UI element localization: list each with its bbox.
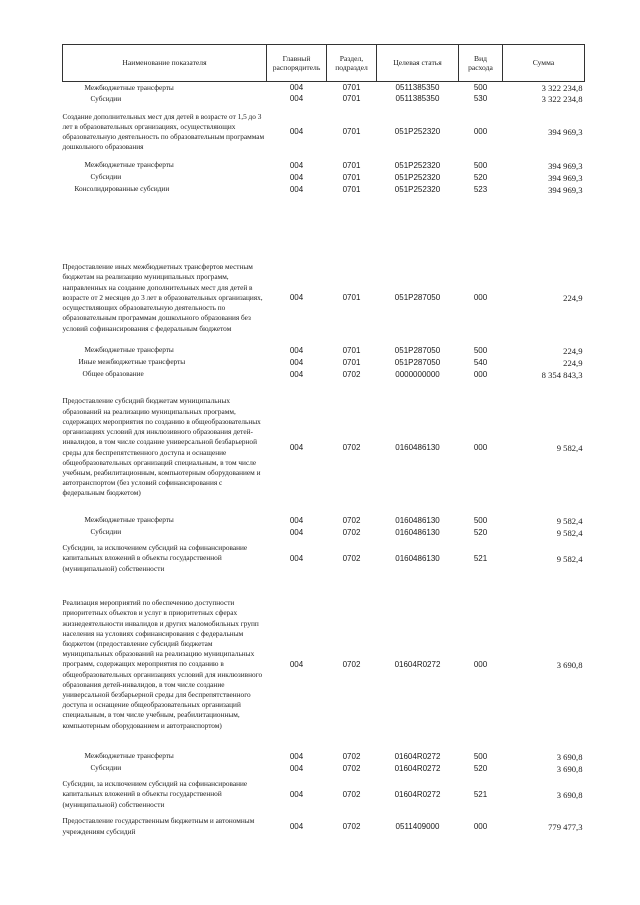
section-cell: 0702	[342, 515, 361, 525]
amount-cell: 3 322 234,8	[541, 94, 583, 104]
amount-cell: 394 969,3	[548, 172, 583, 183]
target-item-cell: 051P252320	[394, 127, 441, 136]
target-item-cell: 01604R0272	[394, 763, 441, 773]
main-manager-cell: 004	[289, 82, 304, 92]
indicator-name-cell: Консолидированные субсидии	[74, 184, 170, 194]
section-cell: 0702	[342, 369, 361, 379]
section-cell: 0702	[342, 751, 361, 761]
expense-type-cell	[459, 196, 503, 252]
header-indicator-name: Наименование показателя	[63, 45, 267, 82]
section-cell: 0701	[342, 293, 361, 302]
indicator-name-cell: Субсидии, за исключением субсидий на софинансирование капитальных вложений в объекты государственной (муниципальной) собственности	[62, 779, 248, 809]
expense-type-cell: 520	[473, 527, 488, 537]
header-amount: Сумма	[503, 45, 585, 82]
main-manager-cell: 004	[289, 442, 304, 452]
main-manager-cell: 004	[289, 527, 304, 537]
amount-cell: 9 582,4	[556, 553, 583, 564]
expense-type-cell: 500	[473, 160, 488, 170]
section-cell: 0701	[342, 345, 361, 355]
table-row	[63, 172, 585, 184]
main-manager-cell: 004	[289, 127, 304, 136]
expense-type-cell: 500	[473, 345, 488, 355]
main-manager-cell: 004	[289, 553, 304, 563]
indicator-name-cell: Предоставление субсидий бюджетам муниципальных образований на реализацию муниципальных программ, содержащих мероприятия по созданию в общеобразовательных организациях условий для инклюзивного образования детей-инвалидов, в том числе создание универсальной безбарьерной среды для беспрепятственного доступа и оснащение общеобразовательных организаций специальным, в том числе учебным, реабилитационным, компьютерным оборудованием и автотранспортом (без условий софинансирования с федеральным бюджетом)	[62, 396, 261, 498]
main-manager-cell: 004	[289, 369, 304, 379]
section-cell: 0701	[342, 127, 361, 136]
target-item-cell: 051P287050	[394, 345, 441, 355]
header-target-item: Целевая статья	[377, 45, 459, 82]
expense-type-cell: 521	[473, 553, 488, 563]
amount-cell: 9 582,4	[556, 515, 583, 526]
section-cell: 0702	[342, 553, 361, 563]
amount-cell: 394 969,3	[548, 127, 583, 137]
table-row	[63, 381, 585, 515]
target-item-cell: 0000000000	[395, 369, 440, 379]
amount-cell: 779 477,3	[548, 821, 583, 832]
table-row	[63, 527, 585, 539]
main-manager-cell: 004	[289, 515, 304, 525]
target-item-cell: 01604R0272	[394, 659, 441, 669]
table-row	[63, 539, 585, 579]
section-cell: 0701	[342, 172, 361, 182]
target-item-cell: 0511385350	[395, 94, 440, 103]
amount-cell: 394 969,3	[548, 184, 583, 195]
amount-cell: 8 354 843,3	[541, 369, 583, 380]
indicator-name-cell: Субсидии	[90, 527, 122, 537]
indicator-name-cell: Общее образование	[82, 369, 144, 379]
section-cell: 0702	[342, 442, 361, 452]
amount-cell: 224,9	[563, 345, 583, 356]
amount-cell: 3 322 234,8	[541, 82, 583, 93]
target-item-cell: 0160486130	[395, 515, 440, 525]
table-row	[63, 751, 585, 763]
indicator-name-cell: Межбюджетные трансферты	[84, 751, 174, 761]
amount-cell: 9 582,4	[556, 442, 583, 453]
target-item-cell: 0160486130	[395, 527, 440, 537]
main-manager-cell: 004	[289, 659, 304, 669]
expense-type-cell: 540	[473, 357, 488, 367]
section-cell: 0701	[342, 184, 361, 194]
indicator-name-cell: Межбюджетные трансферты	[84, 345, 174, 355]
indicator-name-cell: Субсидии	[90, 93, 122, 103]
table-row	[63, 105, 585, 160]
main-manager-cell: 004	[289, 293, 304, 302]
target-item-cell: 051P252320	[394, 184, 441, 194]
section-cell: 0701	[342, 357, 361, 367]
section-cell: 0702	[342, 821, 361, 831]
table-body	[63, 82, 585, 839]
header-expense-type: Вид расхода	[459, 45, 503, 82]
expense-type-cell: 523	[473, 184, 488, 194]
table-header	[63, 45, 585, 82]
indicator-name-cell: Субсидии	[90, 763, 122, 773]
table-row	[63, 815, 585, 839]
expense-type-cell: 500	[473, 751, 488, 761]
main-manager-cell	[267, 196, 327, 252]
section-cell: 0702	[342, 789, 361, 799]
expense-type-cell: 521	[473, 789, 488, 799]
indicator-name-cell: Создание дополнительных мест для детей в возрасте от 1,5 до 3 лет в образовательных организациях, осуществляющих образовательную деятельность по образовательным программам дошкольного образования	[62, 111, 265, 152]
indicator-name-cell: Предоставление государственным бюджетным и автономным учреждениям субсидий	[62, 816, 255, 836]
target-item-cell	[377, 196, 459, 252]
main-manager-cell: 004	[289, 751, 304, 761]
expense-type-cell: 000	[473, 369, 488, 379]
target-item-cell: 01604R0272	[394, 789, 441, 799]
target-item-cell: 0160486130	[395, 442, 440, 452]
table-row	[63, 515, 585, 527]
expense-type-cell: 000	[473, 821, 488, 831]
header-main-manager: Главный распорядитель	[267, 45, 327, 82]
expense-type-cell: 000	[473, 293, 488, 302]
indicator-name-cell: Иные межбюджетные трансферты	[78, 357, 186, 367]
indicator-name-cell: Межбюджетные трансферты	[84, 82, 174, 92]
main-manager-cell: 004	[289, 763, 304, 773]
main-manager-cell: 004	[289, 821, 304, 831]
main-manager-cell: 004	[289, 345, 304, 355]
expense-type-cell: 500	[473, 82, 488, 92]
section-cell	[327, 196, 377, 252]
target-item-cell: 051P252320	[394, 172, 441, 182]
table-row	[63, 357, 585, 369]
table-row	[63, 579, 585, 751]
expense-type-cell: 520	[473, 763, 488, 773]
main-manager-cell: 004	[289, 160, 304, 170]
indicator-name-cell: Субсидии, за исключением субсидий на софинансирование капитальных вложений в объекты государственной (муниципальной) собственности	[62, 543, 248, 573]
target-item-cell: 0511409000	[395, 821, 440, 831]
table-row	[63, 369, 585, 381]
section-cell: 0701	[342, 94, 361, 103]
main-manager-cell: 004	[289, 789, 304, 799]
header-section: Раздел, подраздел	[327, 45, 377, 82]
table-row	[63, 82, 585, 94]
target-item-cell: 0511385350	[395, 82, 440, 92]
target-item-cell: 051P252320	[394, 160, 441, 170]
expense-type-cell: 500	[473, 515, 488, 525]
target-item-cell: 0160486130	[395, 553, 440, 563]
amount-cell: 9 582,4	[556, 527, 583, 538]
amount-cell: 3 690,8	[556, 659, 583, 670]
target-item-cell: 051P287050	[394, 357, 441, 367]
table-row	[63, 775, 585, 815]
indicator-name-cell: Реализация мероприятий по обеспечению доступности приоритетных объектов и услуг в приоритетных сферах жизнедеятельности инвалидов и других маломобильных групп населения на условиях софинансирования с федеральным бюджетом (предоставление субсидий бюджетам муниципальных образований на реализацию муниципальных программ, содержащих мероприятия по созданию в общеобразовательных организациях условий для инклюзивного образования детей-инвалидов, в том числе создание универсальной безбарьерной среды для беспрепятственного доступа и оснащение общеобразовательных организаций специальным, в том числе учебным, реабилитационным, компьютерным оборудованием и автотранспортом)	[62, 598, 263, 730]
main-manager-cell: 004	[289, 94, 304, 103]
table-row	[63, 160, 585, 172]
amount-cell: 224,9	[563, 357, 583, 368]
amount-cell: 224,9	[563, 293, 583, 303]
indicator-name-cell: Межбюджетные трансферты	[84, 160, 174, 170]
indicator-name-cell: Предоставление иных межбюджетных трансфертов местным бюджетам на реализацию муниципальных программ, направленных на создание дополнительных мест для детей в возрасте от 2 месяцев до 3 лет в образовательных организациях, осуществляющих образовательную деятельность по образовательным программам дошкольного образования без условий софинансирования с федеральным бюджетом	[62, 262, 263, 333]
expense-type-cell: 520	[473, 172, 488, 182]
main-manager-cell: 004	[289, 172, 304, 182]
section-cell: 0702	[342, 527, 361, 537]
main-manager-cell: 004	[289, 357, 304, 367]
indicator-name-cell	[63, 196, 267, 252]
table-row	[63, 252, 585, 345]
amount-cell: 3 690,8	[556, 751, 583, 762]
amount-cell: 3 690,8	[556, 763, 583, 774]
amount-cell	[503, 196, 585, 252]
section-cell: 0701	[342, 82, 361, 92]
table-row	[63, 763, 585, 775]
indicator-name-cell: Субсидии	[90, 172, 122, 182]
target-item-cell: 051P287050	[394, 293, 441, 302]
table-row	[63, 345, 585, 357]
indicator-name-cell: Межбюджетные трансферты	[84, 515, 174, 525]
expense-type-cell: 000	[473, 442, 488, 452]
amount-cell: 394 969,3	[548, 160, 583, 171]
expense-type-cell: 000	[473, 659, 488, 669]
section-cell: 0702	[342, 763, 361, 773]
budget-table	[62, 44, 585, 839]
target-item-cell: 01604R0272	[394, 751, 441, 761]
amount-cell: 3 690,8	[556, 789, 583, 800]
expense-type-cell: 530	[473, 94, 488, 103]
table-row	[63, 94, 585, 105]
section-cell: 0702	[342, 659, 361, 669]
expense-type-cell: 000	[473, 127, 488, 136]
table-row	[63, 196, 585, 252]
table-row	[63, 184, 585, 196]
main-manager-cell: 004	[289, 184, 304, 194]
section-cell: 0701	[342, 160, 361, 170]
